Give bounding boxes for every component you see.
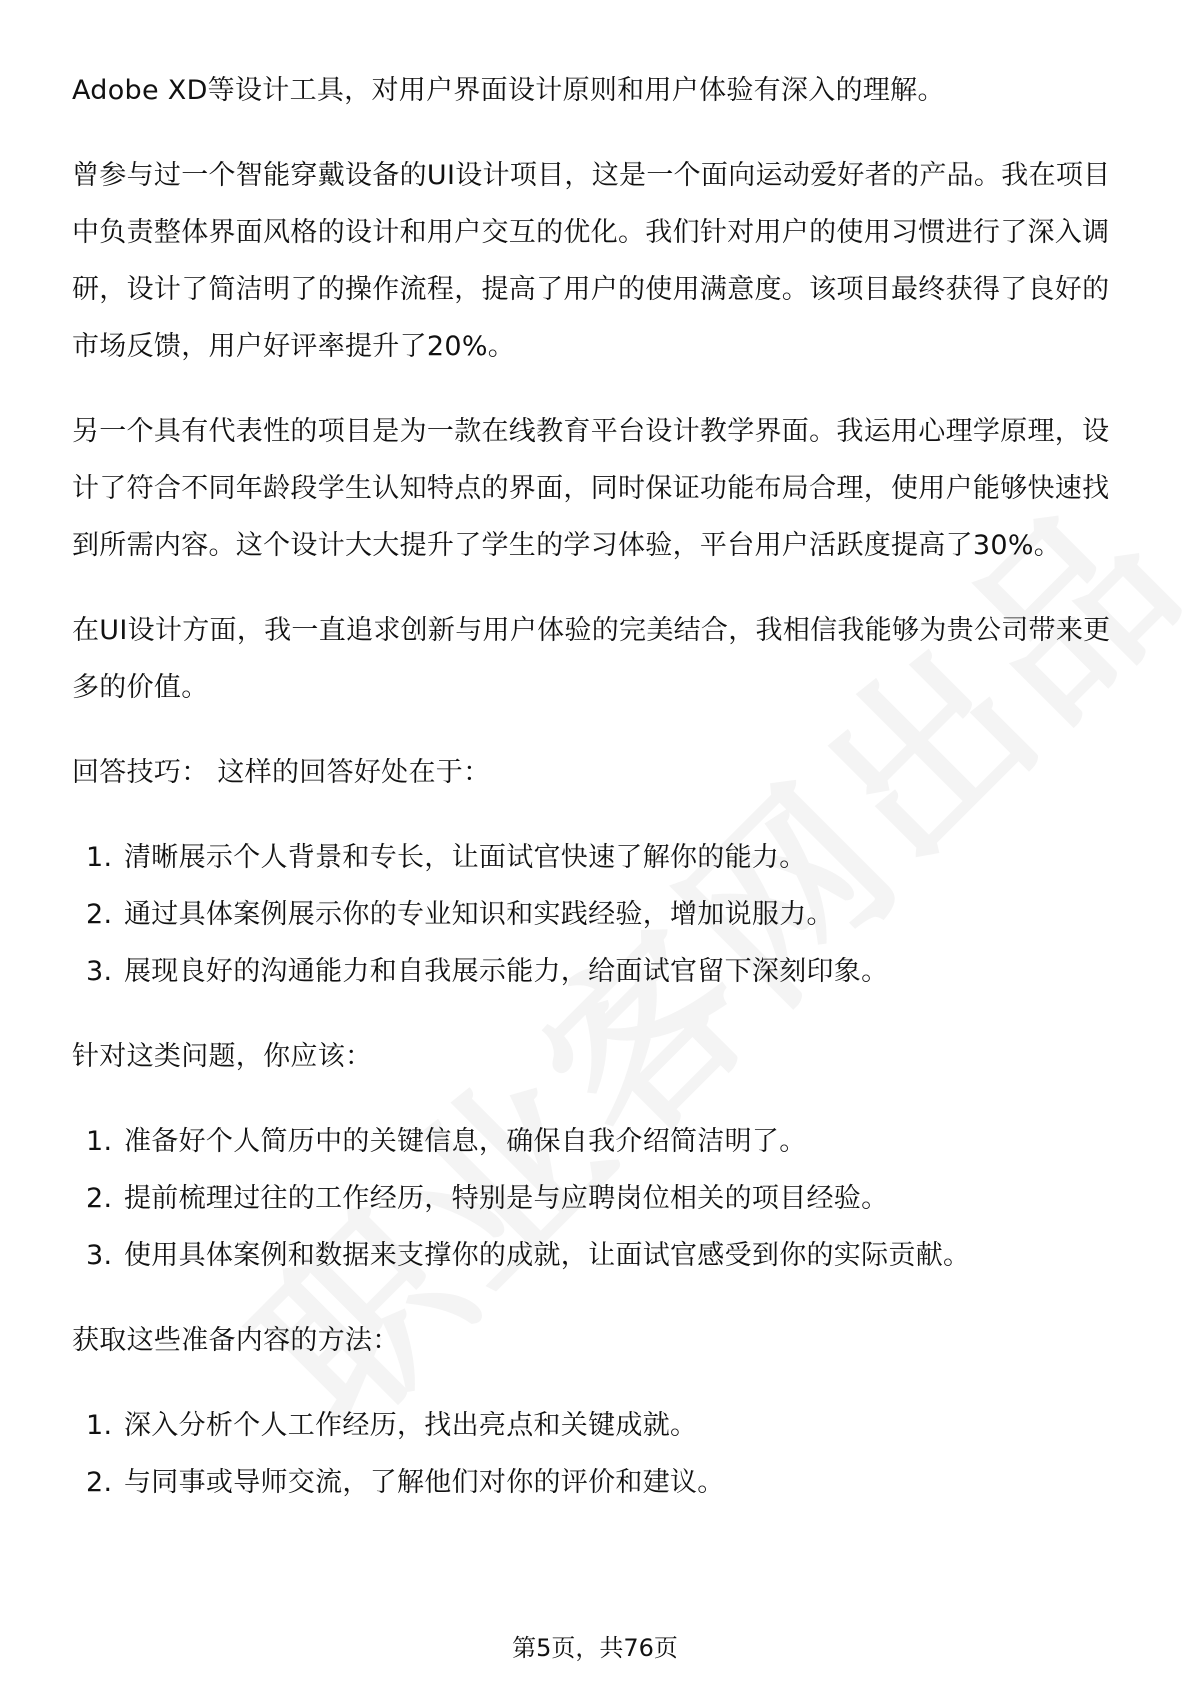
list-item	[72, 1170, 1118, 1227]
list-item	[72, 943, 1118, 1000]
list-number: 1.	[86, 1410, 113, 1441]
list-text: 准备好个人简历中的关键信息，确保自我介绍简洁明了。	[124, 1126, 807, 1157]
list-text: 深入分析个人工作经历，找出亮点和关键成就。	[124, 1410, 698, 1441]
list-text: 通过具体案例展示你的专业知识和实践经验，增加说服力。	[124, 899, 834, 930]
document-page	[72, 62, 1118, 1539]
paragraph-wearable-project: 曾参与过一个智能穿戴设备的UI设计项目，这是一个面向运动爱好者的产品。我在项目中负责整体界面风格的设计和用户交互的优化。我们针对用户的使用习惯进行了深入调研，设计了简洁明了的操作流程，提高了用户的使用满意度。该项目最终获得了良好的市场反馈，用户好评率提升了20%。	[72, 160, 1111, 362]
list-number: 2.	[86, 1467, 113, 1498]
tips-list	[72, 829, 1118, 1000]
list-number: 3.	[86, 956, 113, 987]
list-text: 提前梳理过往的工作经历，特别是与应聘岗位相关的项目经验。	[124, 1183, 889, 1214]
list-number: 2.	[86, 1183, 113, 1214]
list-number: 2.	[86, 899, 113, 930]
paragraph-tools: Adobe XD等设计工具，对用户界面设计原则和用户体验有深入的理解。	[72, 75, 945, 106]
list-number: 1.	[86, 842, 113, 873]
tips-heading: 回答技巧： 这样的回答好处在于：	[72, 757, 491, 788]
list-item	[72, 1397, 1118, 1454]
list-item	[72, 886, 1118, 943]
list-number: 1.	[86, 1126, 113, 1157]
list-item	[72, 1227, 1118, 1284]
list-text: 展现良好的沟通能力和自我展示能力，给面试官留下深刻印象。	[124, 956, 889, 987]
should-list	[72, 1113, 1118, 1284]
list-text: 与同事或导师交流，了解他们对你的评价和建议。	[124, 1467, 725, 1498]
list-item	[72, 1454, 1118, 1511]
paragraph-conclusion: 在UI设计方面，我一直追求创新与用户体验的完美结合，我相信我能够为贵公司带来更多的价值。	[72, 615, 1111, 703]
method-list	[72, 1397, 1118, 1511]
paragraph-education-project: 另一个具有代表性的项目是为一款在线教育平台设计教学界面。我运用心理学原理，设计了符合不同年龄段学生认知特点的界面，同时保证功能布局合理，使用户能够快速找到所需内容。这个设计大大提升了学生的学习体验，平台用户活跃度提高了30%。	[72, 416, 1110, 561]
list-text: 使用具体案例和数据来支撑你的成就，让面试官感受到你的实际贡献。	[124, 1240, 971, 1271]
list-item	[72, 1113, 1118, 1170]
method-heading: 获取这些准备内容的方法：	[72, 1325, 400, 1356]
page-footer: 第5页，共76页	[512, 1634, 678, 1662]
list-number: 3.	[86, 1240, 113, 1271]
should-heading: 针对这类问题，你应该：	[72, 1041, 373, 1072]
list-item	[72, 829, 1118, 886]
list-text: 清晰展示个人背景和专长，让面试官快速了解你的能力。	[124, 842, 807, 873]
